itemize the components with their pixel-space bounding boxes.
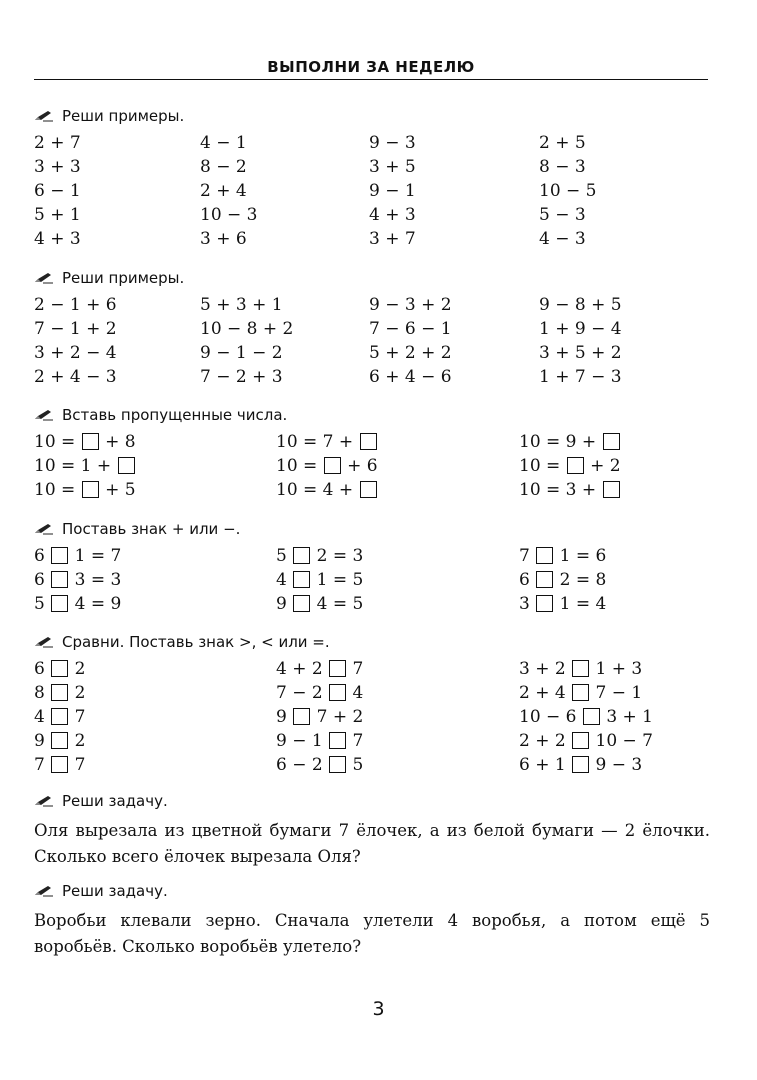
expression-part: 6 [519,570,530,590]
answer-box[interactable] [603,433,620,450]
section-title-text: Вставь пропущенные числа. [62,406,288,424]
example-row [34,179,714,203]
expression-part: 10 = 7 + [276,432,354,452]
expression-part: 7 [74,707,86,727]
expression-part: 2 + 4 [519,683,566,703]
example: 9 − 1 − 2 [200,343,283,363]
expression-part: 10 = 1 + [34,456,112,476]
expression-part: 1 = 6 [559,546,607,566]
expression-part: 5 [34,594,45,614]
expression-part: 2 = 3 [316,546,364,566]
box-example [276,430,378,454]
box-example [519,657,642,681]
box-example [519,592,606,616]
pencil-icon [34,885,54,897]
example: 3 + 5 + 2 [539,343,622,363]
box-example [34,544,121,568]
box-examples-grid [34,544,714,616]
expression-part: 6 + 1 [519,755,566,775]
expression-part: 4 [276,570,287,590]
example: 2 + 5 [539,133,586,153]
answer-box[interactable] [51,684,68,701]
box-example [276,705,363,729]
page-title: ВЫПОЛНИ ЗА НЕДЕЛЮ [267,58,475,76]
pencil-icon [34,636,54,648]
expression-part: 5 [276,546,287,566]
section-title-text: Реши задачу. [62,792,168,810]
answer-box[interactable] [82,481,99,498]
box-example [34,454,136,478]
example: 9 − 3 + 2 [369,295,452,315]
word-problem-text: Оля вырезала из цветной бумаги 7 ёлочек, а из белой бумаги — 2 ёлочки. Сколько всего ёлочек вырезала Оля? [34,821,710,866]
expression-part: 4 + 2 [276,659,323,679]
example-row [34,705,714,729]
example-row [34,657,714,681]
expression-part: + 6 [347,456,378,476]
example-row [34,454,714,478]
box-example [34,753,85,777]
box-example [519,729,653,753]
answer-box[interactable] [329,684,346,701]
example-row [34,753,714,777]
example: 1 + 9 − 4 [539,319,622,339]
pencil-icon [34,523,54,535]
box-example [519,430,621,454]
example: 9 − 1 [369,181,416,201]
expression-part: 9 − 3 [595,755,643,775]
section-title [34,881,168,901]
expression-part: + 5 [105,480,136,500]
box-example [34,568,121,592]
section-title [34,405,287,425]
expression-part: 6 [34,546,45,566]
example: 5 + 3 + 1 [200,295,283,315]
example-row [34,293,714,317]
box-example [276,568,363,592]
answer-box[interactable] [51,756,68,773]
section-title-text: Реши примеры. [62,107,185,125]
pencil-icon [34,110,54,122]
expression-part: 6 [34,570,45,590]
expression-part: 10 = [276,456,318,476]
example: 5 + 2 + 2 [369,343,452,363]
answer-box[interactable] [329,660,346,677]
answer-box[interactable] [603,481,620,498]
example: 8 − 2 [200,157,247,177]
expression-part: 7 [34,755,45,775]
expression-part: 7 [74,755,86,775]
example-row [34,131,714,155]
section-title-text: Реши задачу. [62,882,168,900]
expression-part: 9 [276,707,287,727]
section-title-text: Реши примеры. [62,269,185,287]
box-example [34,729,85,753]
example-row [34,227,714,251]
expression-part: 9 [34,731,45,751]
answer-box[interactable] [293,595,310,612]
example-row [34,478,714,502]
expression-part: 1 = 7 [74,546,122,566]
expression-part: 1 = 5 [316,570,364,590]
example-row [34,592,714,616]
answer-box[interactable] [293,547,310,564]
example: 6 + 4 − 6 [369,367,452,387]
answer-box[interactable] [572,756,589,773]
section-title [34,632,330,652]
answer-box[interactable] [536,547,553,564]
example: 5 + 1 [34,205,81,225]
example-row [34,365,714,389]
answer-box[interactable] [572,660,589,677]
box-example [276,544,363,568]
expression-part: 3 = 3 [74,570,122,590]
example: 3 + 3 [34,157,81,177]
section-title-text: Поставь знак + или −. [62,520,241,538]
answer-box[interactable] [572,732,589,749]
expression-part: 4 = 9 [74,594,122,614]
box-example [519,568,606,592]
expression-part: 7 − 2 [276,683,323,703]
answer-box[interactable] [324,457,341,474]
expression-part: 10 − 6 [519,707,577,727]
box-example [276,478,378,502]
expression-part: 5 [352,755,364,775]
section-title [34,791,168,811]
example: 9 − 8 + 5 [539,295,622,315]
example: 5 − 3 [539,205,586,225]
section-title-text: Сравни. Поставь знак >, < или =. [62,633,330,651]
example: 10 − 5 [539,181,597,201]
example: 9 − 3 [369,133,416,153]
box-example [276,681,363,705]
box-examples-grid [34,657,714,777]
expression-part: 3 + 2 [519,659,566,679]
example-row [34,155,714,179]
example-row [34,681,714,705]
example-row [34,203,714,227]
answer-box[interactable] [293,708,310,725]
answer-box[interactable] [329,756,346,773]
section-title [34,106,184,126]
example: 2 + 4 [200,181,247,201]
example: 4 − 1 [200,133,247,153]
example: 6 − 1 [34,181,81,201]
example: 4 + 3 [369,205,416,225]
answer-box[interactable] [360,481,377,498]
box-example [276,592,363,616]
expression-part: 8 [34,683,45,703]
example: 2 + 7 [34,133,81,153]
example: 8 − 3 [539,157,586,177]
pencil-icon [34,795,54,807]
example: 3 + 7 [369,229,416,249]
answer-box[interactable] [536,571,553,588]
box-example [519,454,621,478]
answer-box[interactable] [567,457,584,474]
box-example [519,681,642,705]
example: 1 + 7 − 3 [539,367,622,387]
example: 10 − 3 [200,205,258,225]
expression-part: 7 − 1 [595,683,643,703]
box-example [519,544,606,568]
example-row [34,544,714,568]
example: 4 + 3 [34,229,81,249]
expression-part: 6 [34,659,45,679]
answer-box[interactable] [51,547,68,564]
expression-part: + 8 [105,432,136,452]
expression-part: 3 [519,594,530,614]
examples-grid [34,293,714,389]
example-row [34,729,714,753]
example: 2 + 4 − 3 [34,367,117,387]
example-row [34,341,714,365]
expression-part: 3 + 1 [606,707,653,727]
expression-part: 7 [352,659,364,679]
section-title [34,268,184,288]
example: 3 + 2 − 4 [34,343,117,363]
box-example [519,753,642,777]
section-title [34,519,240,539]
example-row [34,568,714,592]
answer-box[interactable] [51,732,68,749]
answer-box[interactable] [572,684,589,701]
expression-part: 1 + 3 [595,659,643,679]
expression-part: 4 [34,707,45,727]
expression-part: 4 [352,683,364,703]
example: 7 − 1 + 2 [34,319,117,339]
answer-box[interactable] [583,708,600,725]
answer-box[interactable] [329,732,346,749]
answer-box[interactable] [51,595,68,612]
examples-grid [34,131,714,251]
answer-box[interactable] [293,571,310,588]
box-example [34,681,85,705]
expression-part: 9 [276,594,287,614]
example: 7 − 2 + 3 [200,367,283,387]
expression-part: 2 [74,659,86,679]
expression-part: 10 = [34,480,76,500]
answer-box[interactable] [536,595,553,612]
expression-part: 2 [74,683,86,703]
expression-part: 2 + 2 [519,731,566,751]
box-example [276,657,363,681]
box-example [276,753,363,777]
expression-part: 10 − 7 [595,731,653,751]
example: 10 − 8 + 2 [200,319,294,339]
answer-box[interactable] [360,433,377,450]
expression-part: 7 [352,731,364,751]
box-example [276,454,378,478]
box-example [34,705,85,729]
answer-box[interactable] [51,708,68,725]
pencil-icon [34,409,54,421]
expression-part: 6 − 2 [276,755,323,775]
box-example [34,430,136,454]
example: 7 − 6 − 1 [369,319,452,339]
expression-part: 2 = 8 [559,570,607,590]
example: 2 − 1 + 6 [34,295,117,315]
page-number: 3 [372,998,385,1020]
box-example [34,478,136,502]
box-example [34,657,85,681]
answer-box[interactable] [51,571,68,588]
expression-part: + 2 [590,456,621,476]
example: 4 − 3 [539,229,586,249]
expression-part: 10 = 4 + [276,480,354,500]
example: 3 + 6 [200,229,247,249]
expression-part: 10 = 9 + [519,432,597,452]
expression-part: 10 = [519,456,561,476]
box-examples-grid [34,430,714,502]
example: 3 + 5 [369,157,416,177]
answer-box[interactable] [51,660,68,677]
example-row [34,317,714,341]
expression-part: 4 = 5 [316,594,364,614]
example-row [34,430,714,454]
expression-part: 7 + 2 [316,707,364,727]
expression-part: 2 [74,731,86,751]
box-example [519,705,653,729]
expression-part: 1 = 4 [559,594,607,614]
expression-part: 10 = 3 + [519,480,597,500]
pencil-icon [34,272,54,284]
word-problem-text: Воробьи клевали зерно. Сначала улетели 4 воробья, а потом ещё 5 воробьёв. Сколько воробьёв улетело? [34,911,710,956]
expression-part: 10 = [34,432,76,452]
box-example [276,729,363,753]
answer-box[interactable] [82,433,99,450]
expression-part: 7 [519,546,530,566]
expression-part: 9 − 1 [276,731,323,751]
header-rule [34,79,708,80]
box-example [34,592,121,616]
box-example [519,478,621,502]
answer-box[interactable] [118,457,135,474]
